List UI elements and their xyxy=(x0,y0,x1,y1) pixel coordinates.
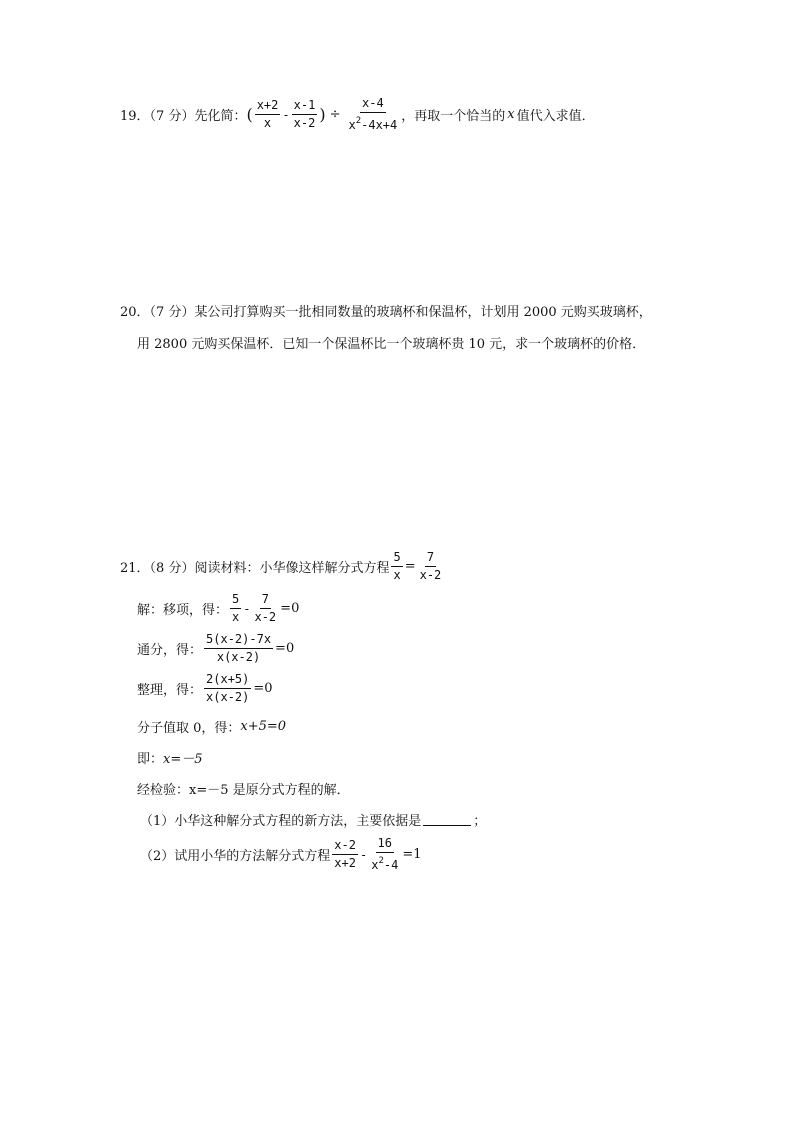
q21-step3-label: 整理，得： xyxy=(137,683,203,698)
q21-eq-right-num: 7 xyxy=(425,550,436,567)
q21-step5-equation: x=－5 xyxy=(163,752,203,767)
q19-suffix-a: ，再取一个恰当的 xyxy=(401,109,506,124)
q21-p2-fraction-a xyxy=(332,838,358,871)
question-21-header xyxy=(120,550,445,583)
q21-s3-num: 2(x+5) xyxy=(204,672,251,689)
q21-step-6 xyxy=(137,779,350,798)
q21-s2-den: x(x-2) xyxy=(216,650,261,664)
q19-prefix: 19．（7 分）先化简： xyxy=(120,109,247,124)
q19-f2-denominator: x-2 xyxy=(293,116,316,130)
q21-s1-b-den: x-2 xyxy=(254,610,277,624)
q21-prefix: 21．（8 分）阅读材料：小华像这样解分式方程 xyxy=(120,561,390,576)
q21-part1-end: ； xyxy=(473,814,487,829)
q21-part-1 xyxy=(140,810,486,829)
q21-part-2 xyxy=(140,836,421,873)
q20-text-line-2: 用 2800 元购买保温杯．已知一个保温杯比一个玻璃杯贵 10 元，求一个玻璃杯的价格． xyxy=(137,337,646,352)
q21-eq-left-num: 5 xyxy=(391,550,402,567)
q21-s1-equals: =0 xyxy=(280,601,300,616)
q21-part1-answer-blank[interactable] xyxy=(423,813,471,826)
q21-step4-text: 分子值取 0，得： xyxy=(137,721,241,736)
q21-eq-left-fraction xyxy=(391,550,402,583)
q21-s1-b-num: 7 xyxy=(260,592,271,609)
q21-eq-right-fraction xyxy=(418,550,444,583)
q21-part1-text: （1）小华这种解分式方程的新方法，主要依据是 xyxy=(140,814,422,829)
q21-s1-minus: - xyxy=(243,601,251,616)
q21-step1-label: 解：移项，得： xyxy=(137,603,229,618)
q21-s3-den: x(x-2) xyxy=(206,690,250,704)
q21-eq-right-den: x-2 xyxy=(419,568,442,582)
q21-p2-fraction-b xyxy=(369,836,400,873)
q21-step-5 xyxy=(137,748,203,767)
q19-f1-numerator: x+2 xyxy=(255,98,281,115)
question-20-line-2 xyxy=(137,333,645,352)
q21-p2-equals: =1 xyxy=(402,847,422,862)
q21-p2-a-den: x+2 xyxy=(334,856,356,870)
q19-f3-numerator: x-4 xyxy=(360,96,386,113)
q20-text-line-1: 20．（7 分）某公司打算购买一批相同数量的玻璃杯和保温杯，计划用 2000 元购买玻璃杯， xyxy=(120,305,652,320)
q21-step6-text: 经检验： xyxy=(137,783,190,798)
q21-s3-fraction xyxy=(204,672,251,705)
q19-fraction-1 xyxy=(255,98,281,131)
q21-s2-num: 5(x-2)-7x xyxy=(204,632,273,649)
q21-step-2 xyxy=(137,632,294,665)
q21-eq-sign: = xyxy=(404,559,416,574)
q21-p2-b-num: 16 xyxy=(376,836,394,853)
q21-eq-left-den: x xyxy=(393,568,401,582)
q21-s1-a-den: x xyxy=(232,610,240,624)
q19-f1-denominator: x xyxy=(263,116,272,130)
q19-divide: ÷ xyxy=(329,107,341,122)
q21-s3-equals: =0 xyxy=(253,681,273,696)
q21-step-3 xyxy=(137,672,273,705)
q21-step5-text: 即： xyxy=(137,752,164,767)
q19-f3-den-exp: 2 xyxy=(355,116,362,126)
q19-fraction-2 xyxy=(292,98,318,131)
q19-f3-den-rest: -4x+4 xyxy=(361,118,398,132)
q21-step6-conclusion: x=－5 是原分式方程的解． xyxy=(189,783,350,798)
q21-s1-fraction-b xyxy=(252,592,278,625)
q19-var-x: x xyxy=(507,107,515,122)
q19-f3-den-base: x xyxy=(348,118,356,132)
q21-s2-fraction xyxy=(204,632,273,665)
question-20-line-1 xyxy=(120,301,652,320)
q21-s1-fraction-a xyxy=(230,592,241,625)
q21-step-1 xyxy=(137,592,299,625)
q19-minus: - xyxy=(282,107,290,122)
q21-p2-minus: - xyxy=(359,847,368,862)
q19-fraction-3 xyxy=(346,96,399,133)
q21-p2-b-den-rest: -4 xyxy=(383,858,399,872)
q21-p2-b-den-exp: 2 xyxy=(378,856,384,866)
q19-f3-denominator xyxy=(346,113,399,133)
q19-paren-open: ( xyxy=(246,105,253,124)
q21-s2-equals: =0 xyxy=(275,641,295,656)
q21-step4-equation: x+5=0 xyxy=(240,719,287,734)
q21-p2-b-den-base: x xyxy=(371,858,379,872)
question-19 xyxy=(120,96,595,133)
q21-p2-b-den xyxy=(369,853,400,873)
q21-part2-text: （2）试用小华的方法解分式方程 xyxy=(140,849,331,864)
q21-p2-a-num: x-2 xyxy=(332,838,358,855)
q19-suffix-b: 值代入求值． xyxy=(516,109,595,124)
q21-step2-label: 通分，得： xyxy=(137,643,203,658)
q19-f2-numerator: x-1 xyxy=(292,98,318,115)
q21-step-4 xyxy=(137,717,286,736)
q19-paren-close: ) xyxy=(319,105,326,124)
q21-s1-a-num: 5 xyxy=(230,592,241,609)
